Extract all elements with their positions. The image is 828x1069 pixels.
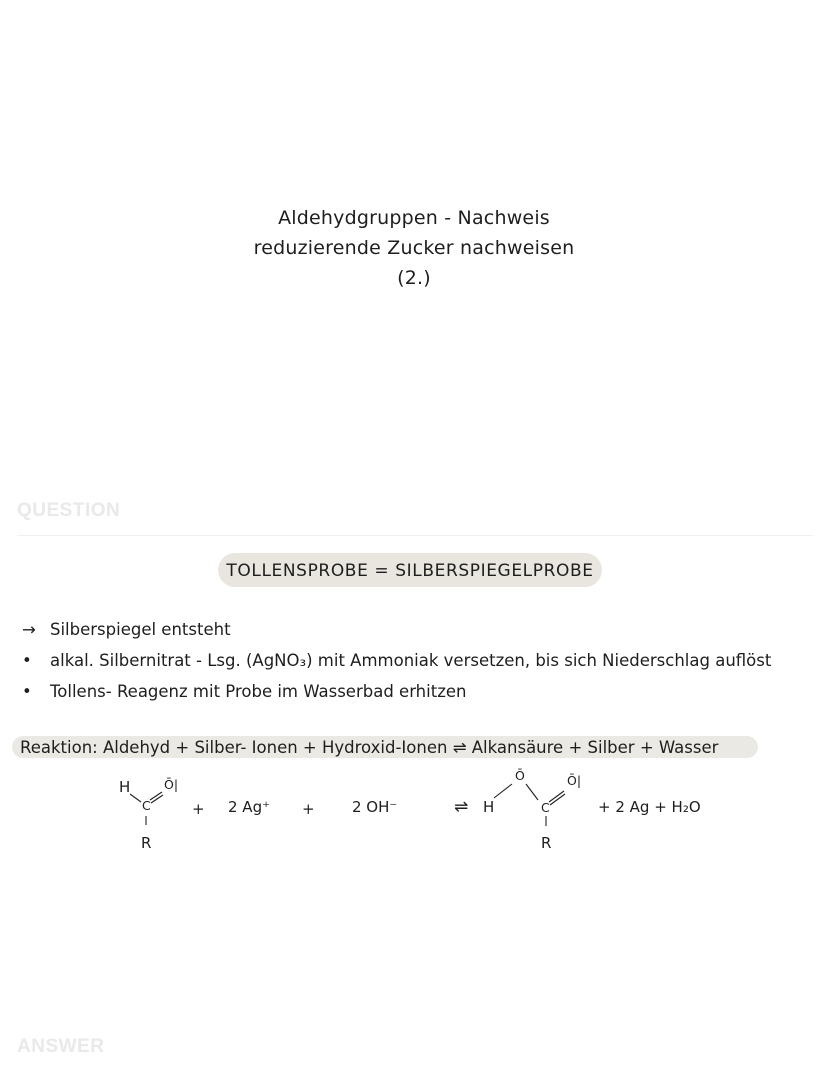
product-rest: + 2 Ag + H₂O xyxy=(598,798,701,816)
divider xyxy=(17,535,813,536)
aldehyde-bonds xyxy=(128,792,168,832)
acid-c: C xyxy=(541,800,550,815)
reaction-word-equation: Reaktion: Aldehyd + Silber- Ionen + Hydroxid-Ionen ⇌ Alkansäure + Silber + Wasser xyxy=(20,738,719,757)
acid-h: H xyxy=(483,798,495,816)
acid-r: R xyxy=(541,834,552,852)
bullet-icon: • xyxy=(22,682,32,701)
aldehyde-r: R xyxy=(141,834,152,852)
plus-sign: + xyxy=(192,800,205,818)
note-text: Silberspiegel entsteht xyxy=(50,620,231,639)
list-item xyxy=(22,645,822,676)
list-item xyxy=(22,676,822,707)
bullet-icon: • xyxy=(22,651,32,670)
answer-label: ANSWER xyxy=(17,1036,105,1057)
page-title: Aldehydgruppen - Nachweis xyxy=(278,207,550,229)
plus-sign: + xyxy=(302,800,315,818)
acid-o-single: Ō xyxy=(515,768,525,783)
aldehyde-o: Ō| xyxy=(164,777,179,792)
arrow-icon: → xyxy=(22,620,36,639)
page-number: (2.) xyxy=(397,267,431,289)
notes-list xyxy=(22,614,822,707)
silver-ion: 2 Ag⁺ xyxy=(228,798,271,816)
acid-o-double: Ō| xyxy=(567,773,582,788)
heading-pill: TOLLENSPROBE = SILBERSPIEGELPROBE xyxy=(218,553,602,587)
acid-bonds xyxy=(490,776,570,836)
page-subtitle: reduzierende Zucker nachweisen xyxy=(253,237,575,259)
list-item xyxy=(22,614,822,645)
question-label: QUESTION xyxy=(17,500,121,521)
note-text: alkal. Silbernitrat - Lsg. (AgNO₃) mit Ammoniak versetzen, bis sich Niederschlag auflöst xyxy=(50,651,772,670)
note-text: Tollens- Reagenz mit Probe im Wasserbad erhitzen xyxy=(50,682,467,701)
hydroxide-ion: 2 OH⁻ xyxy=(352,798,398,816)
aldehyde-c: C xyxy=(142,798,151,813)
equilibrium-arrow: ⇌ xyxy=(454,797,469,817)
title-block xyxy=(0,203,828,293)
aldehyde-h: H xyxy=(119,778,131,796)
